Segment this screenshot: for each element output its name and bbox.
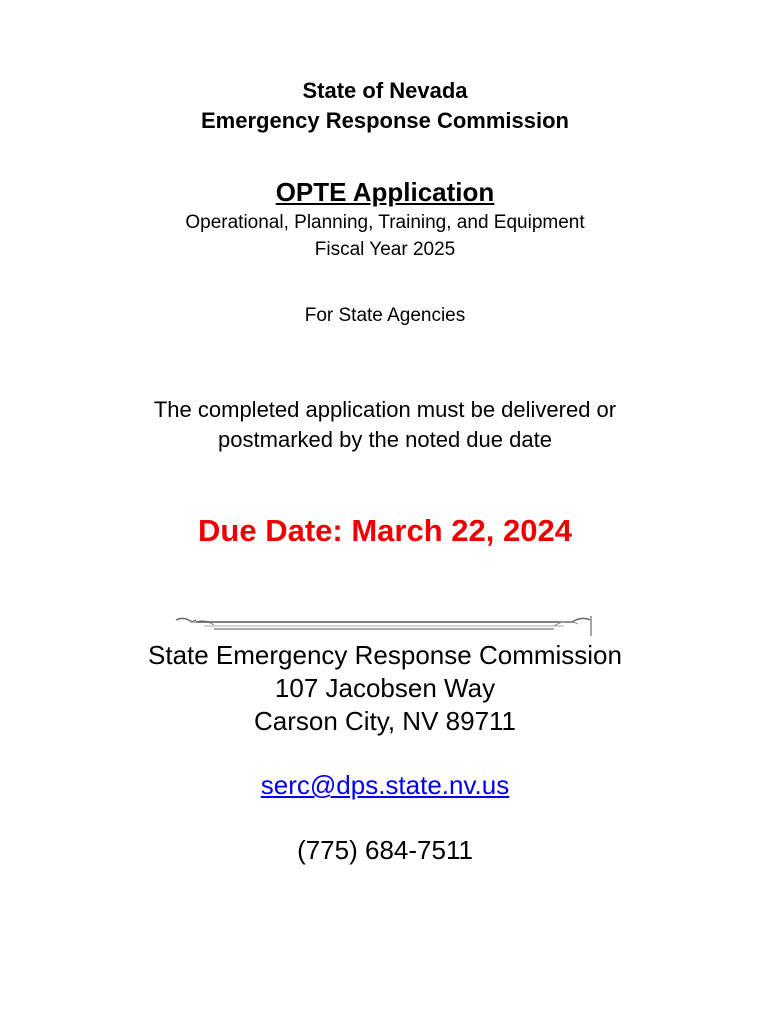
email-row	[0, 770, 770, 801]
email-link[interactable]: serc@dps.state.nv.us	[260, 770, 510, 800]
application-subtitle: Operational, Planning, Training, and Equipment	[185, 212, 585, 233]
contact-name: State Emergency Response Commission	[148, 640, 622, 670]
notice-line-1: The completed application must be delivered or	[153, 397, 617, 422]
contact-street: 107 Jacobsen Way	[274, 673, 496, 703]
header-state: State of Nevada	[302, 78, 468, 103]
contact-city: Carson City, NV 89711	[253, 706, 517, 736]
audience-label: For State Agencies	[304, 305, 466, 326]
notice-line-2: postmarked by the noted due date	[218, 427, 552, 452]
application-title: OPTE Application	[275, 177, 495, 207]
decorative-divider	[174, 614, 594, 638]
contact-phone: (775) 684-7511	[297, 835, 473, 865]
due-date: Due Date: March 22, 2024	[198, 513, 572, 548]
header-commission: Emergency Response Commission	[200, 108, 569, 133]
fiscal-year: Fiscal Year 2025	[314, 239, 456, 260]
